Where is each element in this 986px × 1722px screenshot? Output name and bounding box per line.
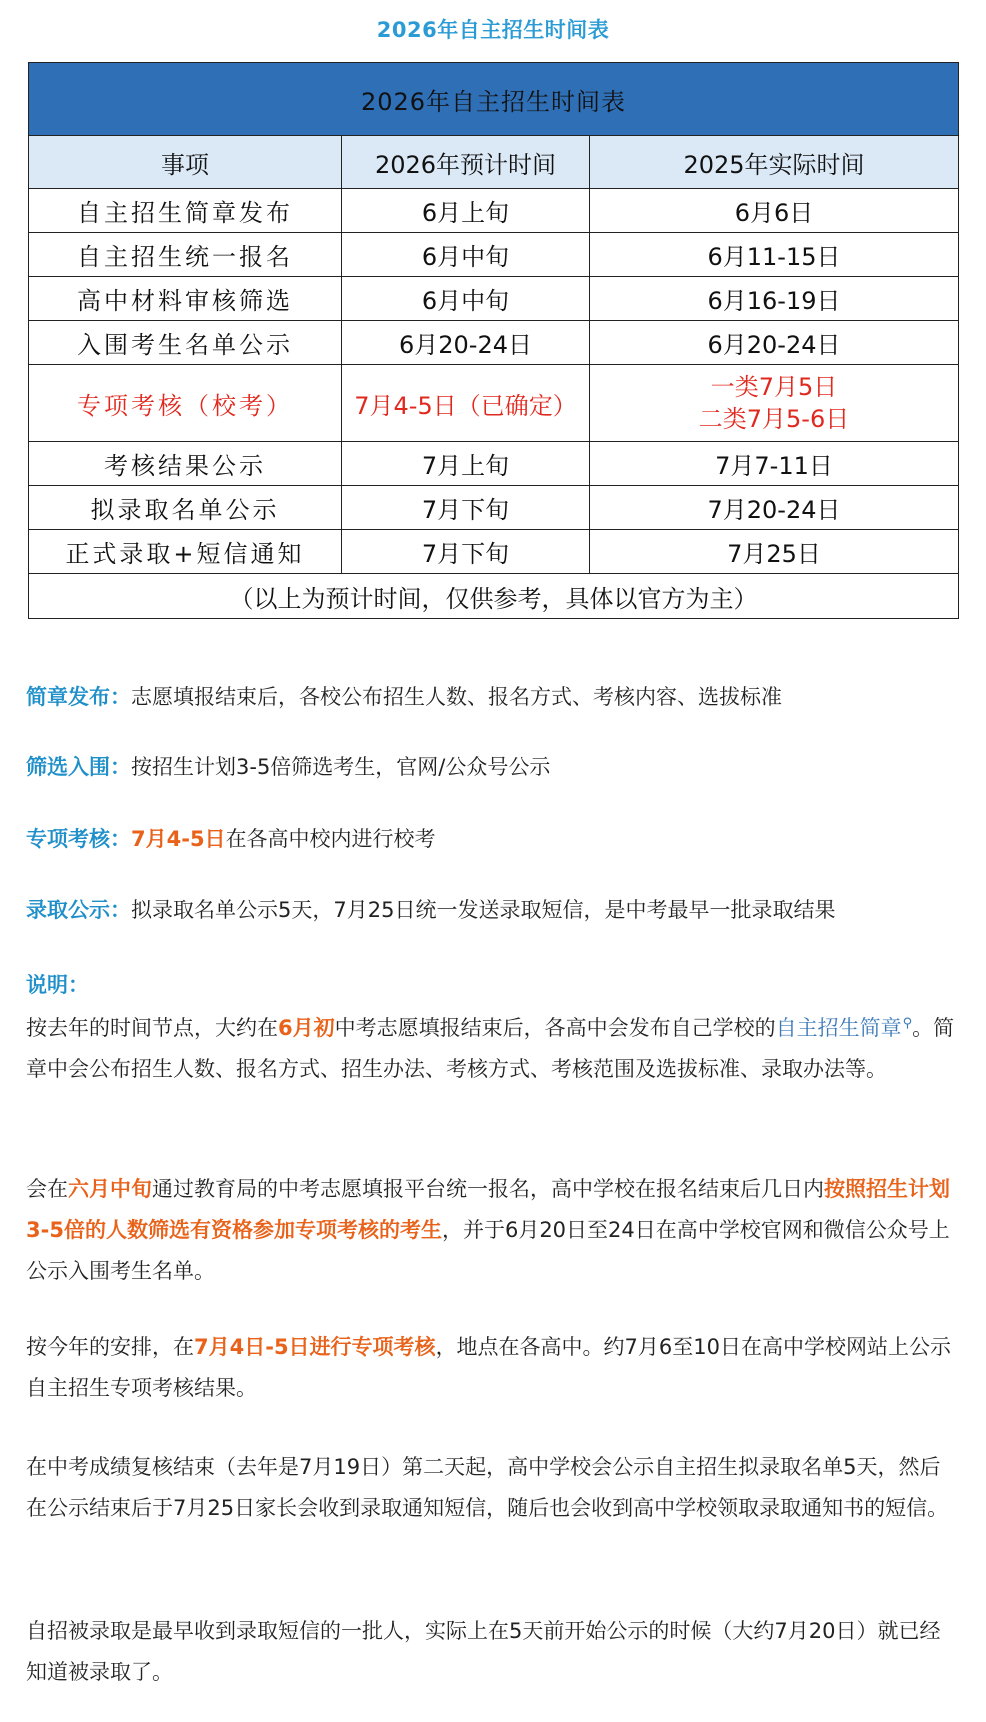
notes-paragraph-1 bbox=[26, 1003, 961, 1090]
table-row bbox=[29, 530, 959, 574]
table-title: 2026年自主招生时间表 bbox=[29, 63, 959, 136]
search-icon[interactable]: ⚲ bbox=[902, 1016, 913, 1031]
highlight: 按照招生计划3-5倍的人数筛选有资格参加专项考核的考生 bbox=[26, 1177, 950, 1242]
column-header-2025: 2025年实际时间 bbox=[590, 136, 959, 189]
table-row bbox=[29, 486, 959, 530]
row-actual-2025: 6月6日 bbox=[590, 189, 959, 233]
summary-exam bbox=[26, 819, 961, 860]
table-row bbox=[29, 277, 959, 321]
row-item: 正式录取+短信通知 bbox=[29, 530, 342, 574]
column-header-2026: 2026年预计时间 bbox=[342, 136, 590, 189]
table-footnote: （以上为预计时间，仅供参考，具体以官方为主） bbox=[29, 574, 959, 619]
highlight: 6月初 bbox=[278, 1016, 335, 1040]
notes-paragraph-3 bbox=[26, 1327, 961, 1409]
actual-2025-line-2: 二类7月5-6日 bbox=[698, 405, 850, 433]
row-plan-2026: 7月下旬 bbox=[342, 530, 590, 574]
row-plan-2026: 7月下旬 bbox=[342, 486, 590, 530]
row-item: 入围考生名单公示 bbox=[29, 321, 342, 365]
table-row-special-exam bbox=[29, 365, 959, 442]
column-header-item: 事项 bbox=[29, 136, 342, 189]
text: 按今年的安排，在 bbox=[26, 1335, 194, 1359]
summary-text: 志愿填报结束后，各校公布招生人数、报名方式、考核内容、选拔标准 bbox=[131, 685, 782, 709]
row-plan-2026: 6月中旬 bbox=[342, 277, 590, 321]
table-row bbox=[29, 321, 959, 365]
summary-text: 按招生计划3-5倍筛选考生，官网/公众号公示 bbox=[131, 755, 551, 779]
row-actual-2025: 7月7-11日 bbox=[590, 442, 959, 486]
row-actual-2025: 7月25日 bbox=[590, 530, 959, 574]
summary-brochure bbox=[26, 677, 961, 718]
row-actual-2025 bbox=[590, 365, 959, 442]
row-item: 专项考核（校考） bbox=[29, 365, 342, 442]
text: 中考志愿填报结束后，各高中会发布自己学校的 bbox=[334, 1016, 776, 1040]
row-actual-2025: 7月20-24日 bbox=[590, 486, 959, 530]
highlight: 7月4日-5日进行专项考核 bbox=[194, 1335, 436, 1359]
text: 。简章中会公布招生人数、报名方式、招生办法、考核方式、考核范围及选拔标准、录取办法等。 bbox=[26, 1016, 955, 1081]
row-plan-2026: 7月4-5日（已确定） bbox=[342, 365, 590, 442]
row-actual-2025: 6月16-19日 bbox=[590, 277, 959, 321]
summary-text: 拟录取名单公示5天，7月25日统一发送录取短信，是中考最早一批录取结果 bbox=[131, 898, 836, 922]
summary-text: 在各高中校内进行校考 bbox=[225, 827, 436, 851]
text: 通过教育局的中考志愿填报平台统一报名，高中学校在报名结束后几日内 bbox=[152, 1177, 824, 1201]
text: 会在 bbox=[26, 1177, 68, 1201]
notes-paragraph-4: 在中考成绩复核结束（去年是7月19日）第二天起，高中学校会公示自主招生拟录取名单5天，然后在公示结束后于7月25日家长会收到录取通知短信，随后也会收到高中学校领取录取通知书的短信。 bbox=[26, 1455, 949, 1520]
row-item: 高中材料审核筛选 bbox=[29, 277, 342, 321]
actual-2025-line-1: 一类7月5日 bbox=[710, 373, 838, 401]
table-row bbox=[29, 442, 959, 486]
schedule-table bbox=[28, 62, 959, 619]
table-row bbox=[29, 233, 959, 277]
highlight: 六月中旬 bbox=[68, 1177, 152, 1201]
summary-admission bbox=[26, 890, 961, 931]
row-plan-2026: 6月中旬 bbox=[342, 233, 590, 277]
row-plan-2026: 6月上旬 bbox=[342, 189, 590, 233]
row-actual-2025: 6月11-15日 bbox=[590, 233, 959, 277]
table-row bbox=[29, 189, 959, 233]
row-plan-2026: 6月20-24日 bbox=[342, 321, 590, 365]
notes-label bbox=[26, 965, 961, 1006]
row-plan-2026: 7月上旬 bbox=[342, 442, 590, 486]
page-heading: 2026年自主招生时间表 bbox=[376, 18, 610, 42]
text: ，地点在各高中。约7月6至10日在高中学校网站上公示自主招生专项考核结果。 bbox=[26, 1335, 952, 1400]
notes-paragraph-5: 自招被录取是最早收到录取短信的一批人，实际上在5天前开始公示的时候（大约7月20日）就已经知道被录取了。 bbox=[26, 1619, 941, 1684]
summary-label: 筛选入围： bbox=[26, 755, 131, 779]
notes-paragraph-2 bbox=[26, 1169, 961, 1292]
row-item: 拟录取名单公示 bbox=[29, 486, 342, 530]
row-item: 自主招生简章发布 bbox=[29, 189, 342, 233]
text: 按去年的时间节点，大约在 bbox=[26, 1016, 278, 1040]
notes-label-text: 说明： bbox=[26, 973, 89, 997]
summary-label: 专项考核： bbox=[26, 827, 131, 851]
text: ，并于6月20日至24日在高中学校官网和微信公众号上公示入围考生名单。 bbox=[26, 1218, 950, 1283]
summary-screening bbox=[26, 747, 961, 788]
brochure-link[interactable]: 自主招生简章 bbox=[775, 1016, 902, 1040]
summary-label: 简章发布： bbox=[26, 685, 131, 709]
row-actual-2025: 6月20-24日 bbox=[590, 321, 959, 365]
row-item: 自主招生统一报名 bbox=[29, 233, 342, 277]
summary-highlight: 7月4-5日 bbox=[131, 827, 226, 851]
row-item: 考核结果公示 bbox=[29, 442, 342, 486]
summary-label: 录取公示： bbox=[26, 898, 131, 922]
